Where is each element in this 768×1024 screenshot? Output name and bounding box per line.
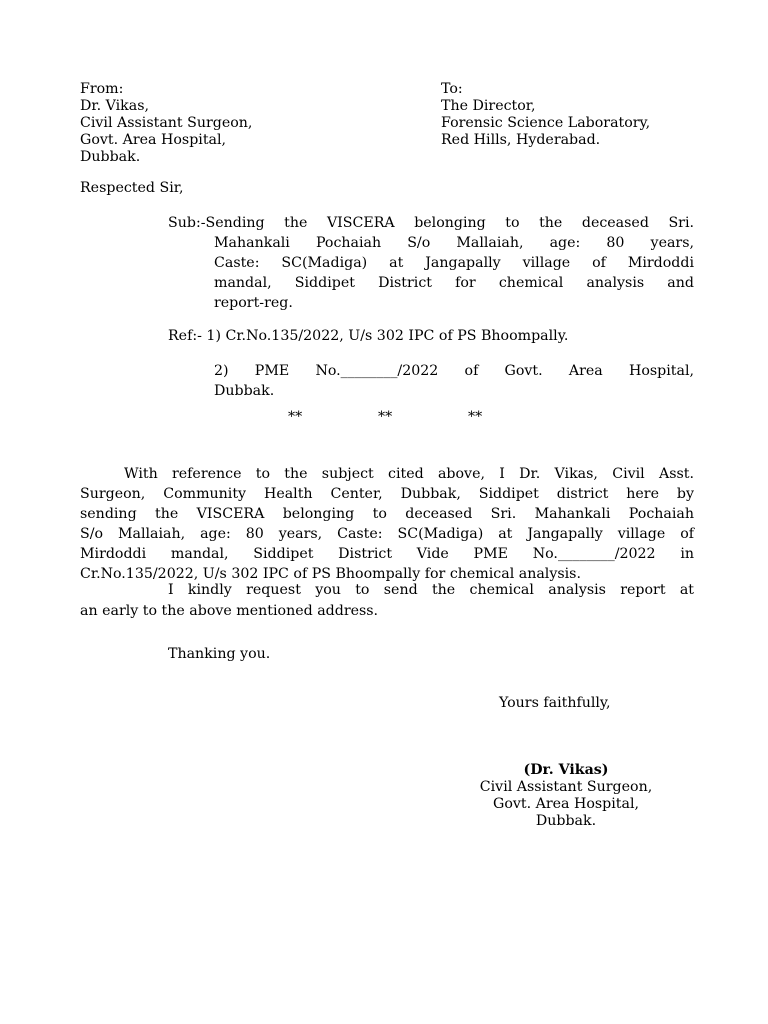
subject-line: mandal, Siddipet District for chemical analysis and — [214, 275, 694, 291]
body-paragraph-2 — [80, 580, 694, 622]
subject-continuation — [214, 233, 694, 313]
signatory-line: Civil Assistant Surgeon, — [479, 779, 653, 795]
reference-2-line: 2) PME No.________/2022 of Govt. Area Hospital, — [214, 363, 694, 379]
body-line: I kindly request you to send the chemical analysis report at — [168, 582, 694, 598]
body-line: S/o Mallaiah, age: 80 years, Caste: SC(Madiga) at Jangapally village of — [80, 526, 694, 542]
body-line: Surgeon, Community Health Center, Dubbak, Siddipet district here by — [80, 486, 694, 502]
separator-star: ** — [288, 409, 303, 425]
subject-line: report-reg. — [214, 295, 293, 311]
separator-star: ** — [378, 409, 393, 425]
body-line: Mirdoddi mandal, Siddipet District Vide PME No.________/2022 in — [80, 546, 694, 562]
from-line: Govt. Area Hospital, — [80, 132, 227, 148]
from-line: Civil Assistant Surgeon, — [80, 115, 253, 131]
separator-star: ** — [468, 409, 483, 425]
body-line: With reference to the subject cited above, I Dr. Vikas, Civil Asst. — [124, 466, 694, 482]
signatory-line: Dubbak. — [535, 813, 597, 829]
subject-line: Mahankali Pochaiah S/o Mallaiah, age: 80 years, — [214, 235, 694, 251]
to-line: Forensic Science Laboratory, — [441, 115, 651, 131]
subject-line: Caste: SC(Madiga) at Jangapally village of Mirdoddi — [214, 255, 694, 271]
subject-line: Sub:-Sending the VISCERA belonging to the deceased Sri. — [168, 215, 694, 231]
body-line: Cr.No.135/2022, U/s 302 IPC of PS Bhoompally for chemical analysis. — [80, 566, 581, 582]
to-line: Red Hills, Hyderabad. — [441, 132, 601, 148]
to-address-block — [441, 81, 741, 149]
from-address-block — [80, 81, 400, 166]
body-line: an early to the above mentioned address. — [80, 603, 379, 619]
subject-block — [168, 213, 694, 233]
from-line: Dr. Vikas, — [80, 98, 149, 114]
to-line: The Director, — [441, 98, 536, 114]
signatory-line: Govt. Area Hospital, — [492, 796, 640, 812]
salutation: Respected Sir, — [80, 180, 184, 196]
body-paragraph-1 — [80, 464, 694, 584]
from-line: Dubbak. — [80, 149, 141, 165]
signatory-name: (Dr. Vikas) — [523, 762, 609, 778]
closing-yours-faithfully: Yours faithfully, — [499, 695, 611, 711]
reference-2-block — [214, 361, 694, 401]
body-line: sending the VISCERA belonging to deceased Sri. Mahankali Pochaiah — [80, 506, 694, 522]
from-heading: From: — [80, 81, 124, 97]
signature-block — [441, 762, 691, 830]
reference-1: Ref:- 1) Cr.No.135/2022, U/s 302 IPC of PS Bhoompally. — [168, 328, 569, 344]
reference-2-line: Dubbak. — [214, 383, 275, 399]
thanks-line: Thanking you. — [168, 646, 271, 662]
to-heading: To: — [441, 81, 463, 97]
